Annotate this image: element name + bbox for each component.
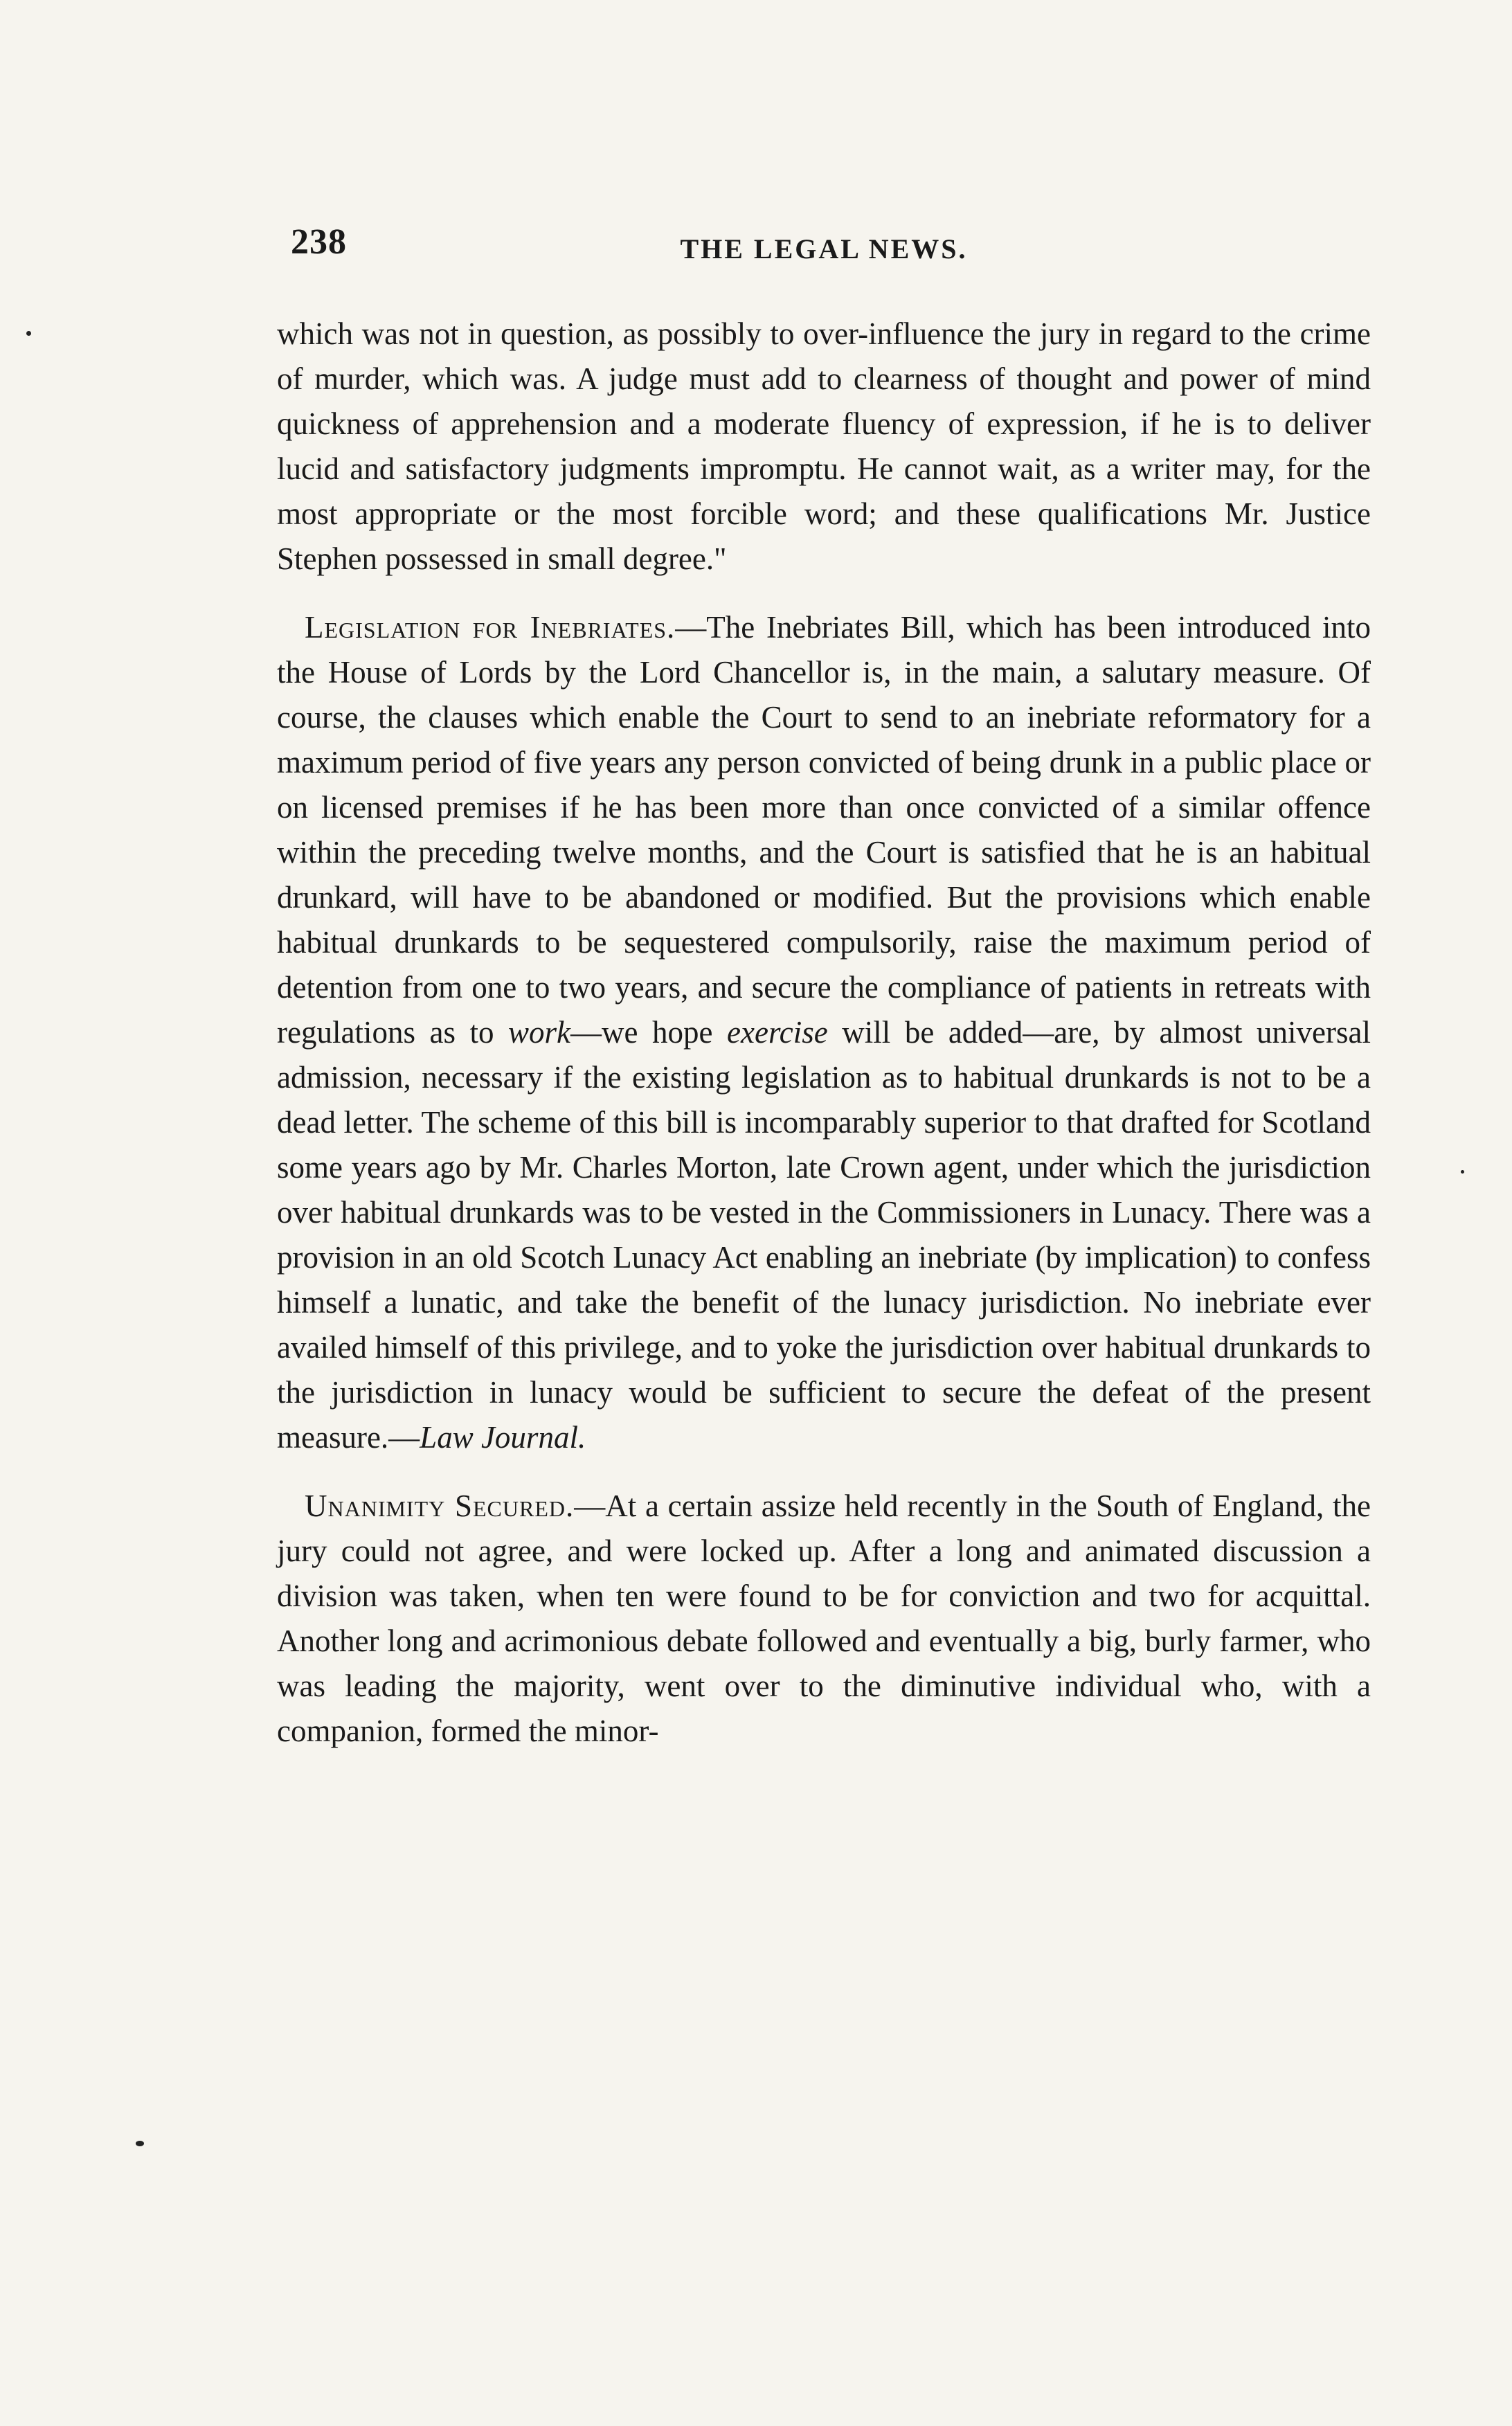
- page-number: 238: [291, 222, 347, 262]
- ink-speck: [26, 331, 31, 336]
- paragraph-text: which was not in question, as possibly to over-influence the jury in regard to the crime of murder, which was. A judge must add to clearness of thought and power of mind quickness of apprehension and a moderate fluency of expression, if he is to deliver lucid and satisfactory judgments impromptu. He cannot wait, as a writer may, for the most appropriate or the most forcible word; and these qualifications Mr. Justice Stephen possessed in small degree.": [277, 316, 1371, 576]
- journal-title: THE LEGAL NEWS.: [680, 233, 968, 264]
- article-body: [277, 312, 1371, 1754]
- running-head: [277, 208, 1371, 270]
- document-page: [277, 208, 1371, 2326]
- ink-speck: [1461, 1170, 1464, 1174]
- section-heading: Unanimity Secured.: [305, 1489, 575, 1523]
- paragraph-legislation-for-inebriates: [277, 605, 1371, 1460]
- section-heading: Legislation for Inebriates.: [305, 610, 676, 645]
- ink-speck: [136, 2141, 144, 2146]
- paragraph-text: —At a certain assize held recently in the South of England, the jury could not agree, and were locked up. After a long and animated discussion a division was taken, when ten were found to be for conviction and two for acquittal. Another long and acrimonious debate followed and eventually a big, burly farmer, who was leading the majority, went over to the diminutive individual who, with a companion, formed the minor-: [277, 1489, 1371, 1748]
- paragraph-text: will be added—are, by almost universal admission, necessary if the existing legislation as to habitual drunkards is not to be a dead letter. The scheme of this bill is incomparably superior to that drafted for Scotland some years ago by Mr. Charles Morton, late Crown agent, under which the jurisdiction over habitual drunkards was to be vested in the Commissioners in Lunacy. There was a provision in an old Scotch Lunacy Act enabling an inebriate (by implication) to confess himself a lunatic, and take the benefit of the lunacy jurisdiction. No inebriate ever availed himself of this privilege, and to yoke the jurisdiction over habitual drunkards to the jurisdiction in lunacy would be sufficient to secure the defeat of the present measure.—: [277, 1015, 1371, 1455]
- italic-word: exercise: [727, 1015, 828, 1050]
- italic-word: work: [508, 1015, 571, 1050]
- paragraph-text: —we hope: [570, 1015, 728, 1050]
- paragraph-text: —The Inebriates Bill, which has been introduced into the House of Lords by the Lord Chancellor is, in the main, a salutary measure. Of course, the clauses which enable the Court to send to an inebriate reformatory for a maximum period of five years any person convicted of being drunk in a public place or on licensed premises if he has been more than once convicted of a similar offence within the preceding twelve months, and the Court is satisfied that he is an habitual drunkard, will have to be abandoned or modified. But the provisions which enable habitual drunkards to be sequestered compulsorily, raise the maximum period of detention from one to two years, and secure the compliance of patients in retreats with regulations as to: [277, 610, 1371, 1050]
- paragraph-unanimity-secured: [277, 1484, 1371, 1754]
- paragraph-judge-qualifications: [277, 312, 1371, 582]
- source-citation: Law Journal.: [420, 1420, 586, 1455]
